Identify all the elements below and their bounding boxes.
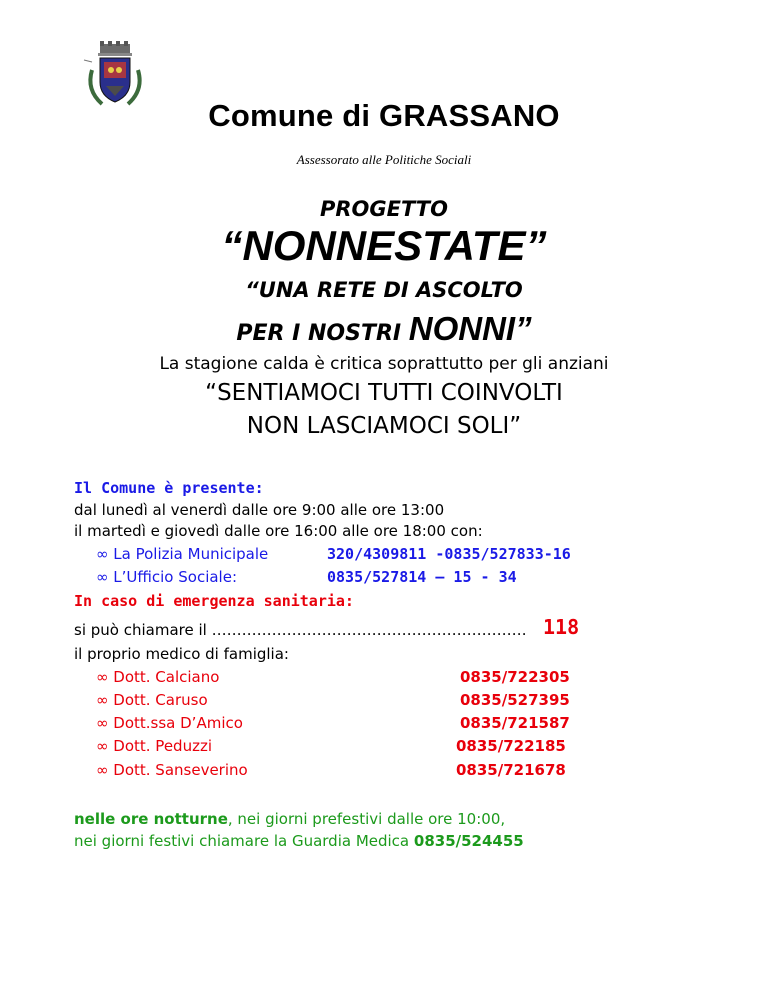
doctor-phone: 0835/721678 <box>456 761 566 779</box>
stagione-text: La stagione calda è critica soprattutto per gli anziani <box>159 354 609 374</box>
project-tagline-1: “UNA RETE DI ASCOLTO <box>245 278 523 302</box>
contact-row <box>96 545 268 563</box>
doctor-name: Dott. Caruso <box>113 691 208 709</box>
project-tagline-2b: NONNI” <box>408 310 532 347</box>
doctor-name: Dott. Calciano <box>113 668 220 686</box>
doctor-name: Dott. Sanseverino <box>113 761 248 779</box>
contact-phone: 320/4309811 -0835/527833-16 <box>327 545 571 563</box>
emergenza-heading: In caso di emergenza sanitaria: <box>74 592 354 610</box>
doctor-phone: 0835/722305 <box>460 668 570 686</box>
project-tagline-2a: PER I NOSTRI <box>236 321 409 346</box>
doctor-row <box>96 714 243 732</box>
doctor-phone: 0835/527395 <box>460 691 570 709</box>
doctor-row <box>96 737 212 755</box>
doctor-phone: 0835/722185 <box>456 737 566 755</box>
project-label: PROGETTO <box>320 197 448 221</box>
contact-row <box>96 568 237 586</box>
bullet-icon: ∞ <box>96 761 109 779</box>
page-subtitle: Assessorato alle Politiche Sociali <box>296 152 472 167</box>
doctor-name: Dott.ssa D’Amico <box>113 714 243 732</box>
emergency-number: 118 <box>543 615 580 639</box>
page-title: Comune di GRASSANO <box>208 98 560 133</box>
doctor-phone: 0835/721587 <box>460 714 570 732</box>
slogan-line-1: “SENTIAMOCI TUTTI COINVOLTI <box>205 380 563 406</box>
guardia-medica-phone: 0835/524455 <box>413 832 524 850</box>
medico-text: il proprio medico di famiglia: <box>74 645 289 663</box>
bullet-icon: ∞ <box>96 737 109 755</box>
contact-name: La Polizia Municipale <box>113 545 269 563</box>
project-name: “NONNESTATE” <box>221 222 547 269</box>
comune-heading: Il Comune è presente: <box>74 479 264 497</box>
notturne-bold: nelle ore notturne <box>74 810 228 828</box>
call-text: si può chiamare il ……………………………………………………… <box>74 621 527 639</box>
notturne-line-2 <box>74 832 524 850</box>
bullet-icon: ∞ <box>96 545 109 563</box>
project-tagline-2 <box>0 310 768 348</box>
slogan-line-2: NON LASCIAMOCI SOLI” <box>246 413 522 439</box>
notturne-rest: , nei giorni prefestivi dalle ore 10:00, <box>227 810 506 828</box>
comune-line-2: il martedì e giovedì dalle ore 16:00 alle ore 18:00 con: <box>74 522 483 540</box>
bullet-icon: ∞ <box>96 568 109 586</box>
doctor-row <box>96 691 208 709</box>
notturne-text: nei giorni festivi chiamare la Guardia Medica <box>74 832 414 850</box>
doctor-row <box>96 668 219 686</box>
comune-line-1: dal lunedì al venerdì dalle ore 9:00 alle ore 13:00 <box>74 501 445 519</box>
notturne-line-1 <box>74 810 505 828</box>
bullet-icon: ∞ <box>96 714 109 732</box>
bullet-icon: ∞ <box>96 668 109 686</box>
contact-phone: 0835/527814 – 15 - 34 <box>327 568 517 586</box>
bullet-icon: ∞ <box>96 691 109 709</box>
contact-name: L’Ufficio Sociale: <box>113 568 238 586</box>
doctor-row <box>96 761 248 779</box>
doctor-name: Dott. Peduzzi <box>113 737 212 755</box>
